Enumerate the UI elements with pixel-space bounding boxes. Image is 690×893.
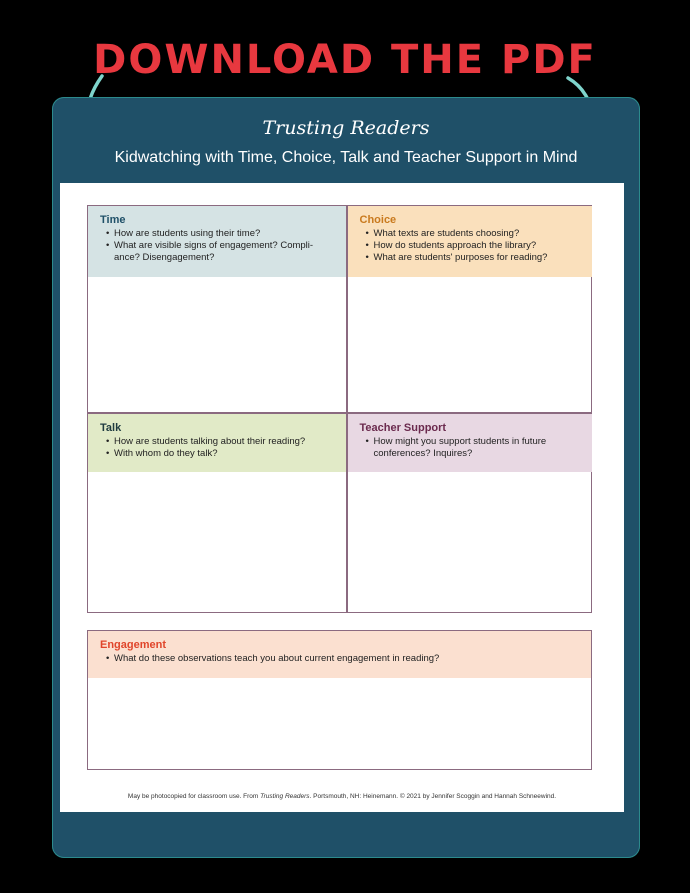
grid-divider-horizontal: [88, 412, 591, 414]
grid-divider-vertical: [346, 206, 348, 612]
section-bullet: • What are visible signs of engagement? Compli- ance? Disengagement?: [106, 240, 334, 264]
footer-pre: May be photocopied for classroom use. From: [127, 793, 261, 800]
section-title: Teacher Support: [359, 421, 447, 434]
section-choice: [348, 206, 592, 277]
footer-book-title: Trusting Readers: [260, 793, 310, 800]
document-subtitle: Kidwatching with Time, Choice, Talk and Teacher Support in Mind: [114, 149, 578, 166]
section-bullet: • What are students' purposes for reading?: [366, 252, 580, 264]
section-bullet: • What texts are students choosing?: [366, 228, 580, 240]
section-bullet: • How are students using their time?: [106, 228, 334, 240]
observation-grid: [87, 205, 592, 613]
section-title: Time: [100, 214, 126, 226]
section-title: Engagement: [100, 639, 167, 651]
section-talk: [88, 414, 346, 472]
engagement-header: [88, 631, 591, 678]
section-bullet: • What do these observations teach you about current engagement in reading?: [106, 653, 579, 665]
section-bullet: • How are students talking about their reading?: [106, 436, 334, 448]
section-engagement: [87, 630, 592, 770]
section-bullet: • With whom do they talk?: [106, 448, 334, 460]
section-time: [88, 206, 346, 277]
section-bullet: • How do students approach the library?: [366, 240, 580, 252]
copyright-footer: [60, 793, 624, 800]
download-pdf-headline[interactable]: DOWNLOAD THE PDF: [93, 37, 597, 83]
section-bullet: • How might you support students in future conferences? Inquires?: [366, 436, 580, 460]
document-title: Trusting Readers: [262, 117, 430, 139]
section-title: Talk: [100, 421, 122, 434]
footer-post: . Portsmouth, NH: Heinemann. © 2021 by Jennifer Scoggin and Hannah Schneewind.: [309, 793, 557, 800]
section-title: Choice: [359, 214, 397, 226]
section-teacher-support: [348, 414, 592, 472]
